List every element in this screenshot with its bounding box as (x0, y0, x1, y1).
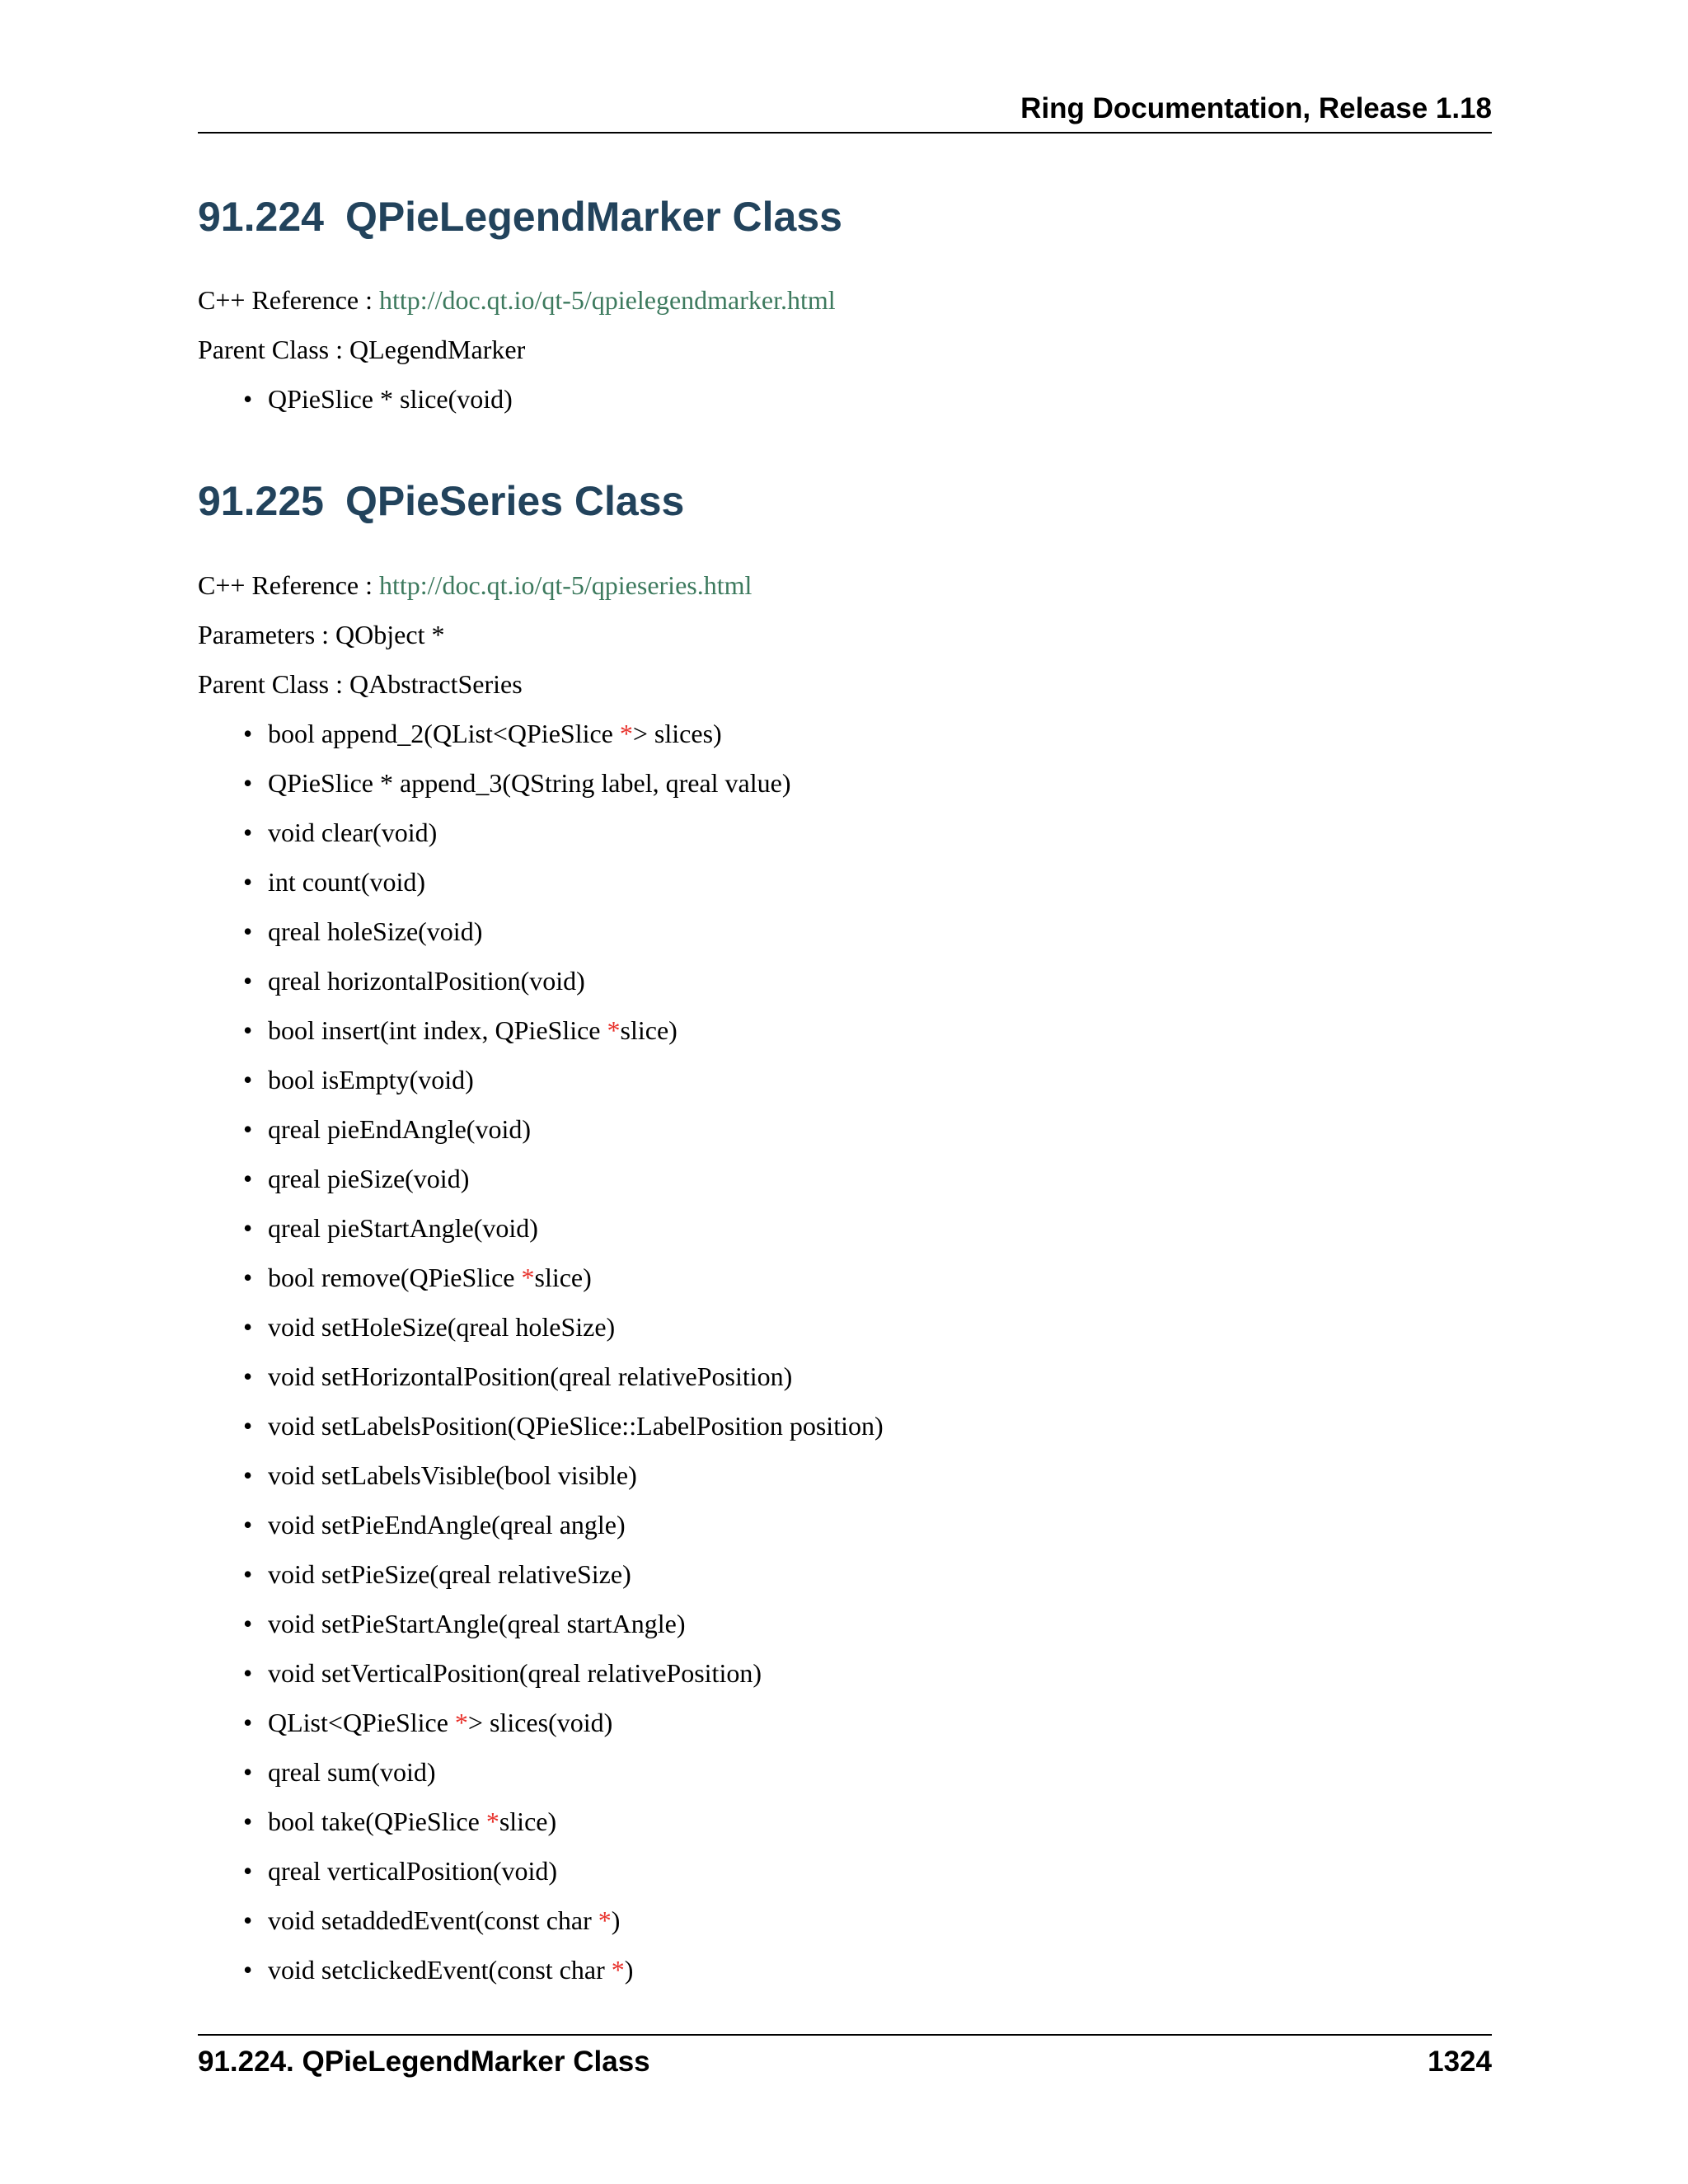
method-text: void setPieStartAngle(qreal startAngle) (268, 1609, 686, 1638)
pointer-asterisk: * (521, 1263, 535, 1292)
cpp-reference-line (198, 569, 752, 602)
method-text: void setHoleSize(qreal holeSize) (268, 1312, 616, 1342)
method-item (198, 1854, 884, 1904)
method-item (198, 1310, 884, 1360)
method-text: qreal pieSize(void) (268, 1164, 470, 1193)
page-footer (198, 2034, 1492, 2078)
method-item (198, 1904, 884, 1953)
method-text: qreal sum(void) (268, 1757, 436, 1787)
section-number: 91.224 (198, 194, 324, 240)
method-item (198, 1212, 884, 1261)
footer-section: 91.224. QPieLegendMarker Class (198, 2046, 650, 2078)
pointer-asterisk: * (598, 1905, 612, 1935)
parent-class-line: Parent Class : QAbstractSeries (198, 669, 523, 699)
cpp-reference-line (198, 284, 836, 316)
method-text: bool isEmpty(void) (268, 1065, 474, 1094)
section-heading-qpieseries (198, 477, 684, 525)
method-text: qreal holeSize(void) (268, 916, 483, 946)
cpp-reference-label: C++ Reference : (198, 570, 379, 600)
method-text: qreal verticalPosition(void) (268, 1856, 558, 1886)
method-item (198, 1508, 884, 1558)
method-text-suffix: ) (611, 1905, 621, 1935)
section-heading-qpielegendmarker (198, 193, 842, 241)
pointer-asterisk: * (485, 1807, 499, 1836)
method-item (198, 1261, 884, 1310)
method-text: void setclickedEvent(const char (268, 1955, 612, 1985)
method-text-suffix: > slices(void) (467, 1708, 613, 1737)
method-text: void setPieSize(qreal relativeSize) (268, 1559, 631, 1589)
method-item (198, 816, 884, 865)
method-text-suffix: slice) (620, 1015, 678, 1045)
method-item (198, 1162, 884, 1212)
method-text: int count(void) (268, 867, 426, 897)
method-text-suffix: > slices) (632, 719, 722, 748)
cpp-reference-link[interactable]: http://doc.qt.io/qt-5/qpielegendmarker.html (379, 285, 836, 315)
method-item (198, 1607, 884, 1657)
cpp-reference-link[interactable]: http://doc.qt.io/qt-5/qpieseries.html (379, 570, 753, 600)
method-item (198, 1113, 884, 1162)
method-text-suffix: slice) (499, 1807, 557, 1836)
method-item (198, 964, 884, 1014)
method-list (198, 382, 513, 432)
method-item (198, 865, 884, 915)
section-title: QPieLegendMarker Class (345, 194, 842, 240)
cpp-reference-label: C++ Reference : (198, 285, 379, 315)
section-number: 91.225 (198, 478, 324, 524)
method-item (198, 1409, 884, 1459)
method-item (198, 1459, 884, 1508)
method-item (198, 717, 884, 766)
pointer-asterisk: * (611, 1955, 625, 1985)
method-text: void setPieEndAngle(qreal angle) (268, 1510, 626, 1540)
method-text: void setHorizontalPosition(qreal relativePosition) (268, 1361, 793, 1391)
method-item (198, 1558, 884, 1607)
method-text: QList<QPieSlice (268, 1708, 455, 1737)
method-text: bool append_2(QList<QPieSlice (268, 719, 620, 748)
method-list (198, 717, 884, 2003)
method-text: void setVerticalPosition(qreal relativePosition) (268, 1658, 762, 1688)
page-number: 1324 (1428, 2046, 1492, 2078)
method-text-suffix: slice) (534, 1263, 592, 1292)
pointer-asterisk: * (607, 1015, 621, 1045)
method-text: QPieSlice * append_3(QString label, qreal value) (268, 768, 791, 798)
method-text: bool take(QPieSlice (268, 1807, 486, 1836)
section-title: QPieSeries Class (345, 478, 685, 524)
method-text: bool remove(QPieSlice (268, 1263, 522, 1292)
method-text: bool insert(int index, QPieSlice (268, 1015, 607, 1045)
method-text: void setaddedEvent(const char (268, 1905, 598, 1935)
method-text: void setLabelsVisible(bool visible) (268, 1460, 637, 1490)
method-item (198, 1706, 884, 1755)
method-item (198, 915, 884, 964)
method-text: void clear(void) (268, 818, 438, 847)
method-item (198, 1014, 884, 1063)
document-title: Ring Documentation, Release 1.18 (1020, 92, 1492, 124)
method-item (198, 1805, 884, 1854)
method-text-suffix: ) (624, 1955, 634, 1985)
parent-class-line: Parent Class : QLegendMarker (198, 335, 526, 364)
method-item: • QPieSlice * slice(void) (198, 382, 513, 432)
method-item (198, 1360, 884, 1409)
method-item (198, 1953, 884, 2003)
method-text: void setLabelsPosition(QPieSlice::LabelPosition position) (268, 1411, 884, 1441)
pointer-asterisk: * (619, 719, 633, 748)
parameters-line: Parameters : QObject * (198, 620, 445, 649)
method-item (198, 1755, 884, 1805)
method-item (198, 766, 884, 816)
method-item (198, 1657, 884, 1706)
method-text: qreal pieEndAngle(void) (268, 1114, 531, 1144)
method-text: qreal pieStartAngle(void) (268, 1213, 538, 1243)
method-item (198, 1063, 884, 1113)
method-text: qreal horizontalPosition(void) (268, 966, 585, 996)
running-header (198, 91, 1492, 134)
pointer-asterisk: * (454, 1708, 468, 1737)
